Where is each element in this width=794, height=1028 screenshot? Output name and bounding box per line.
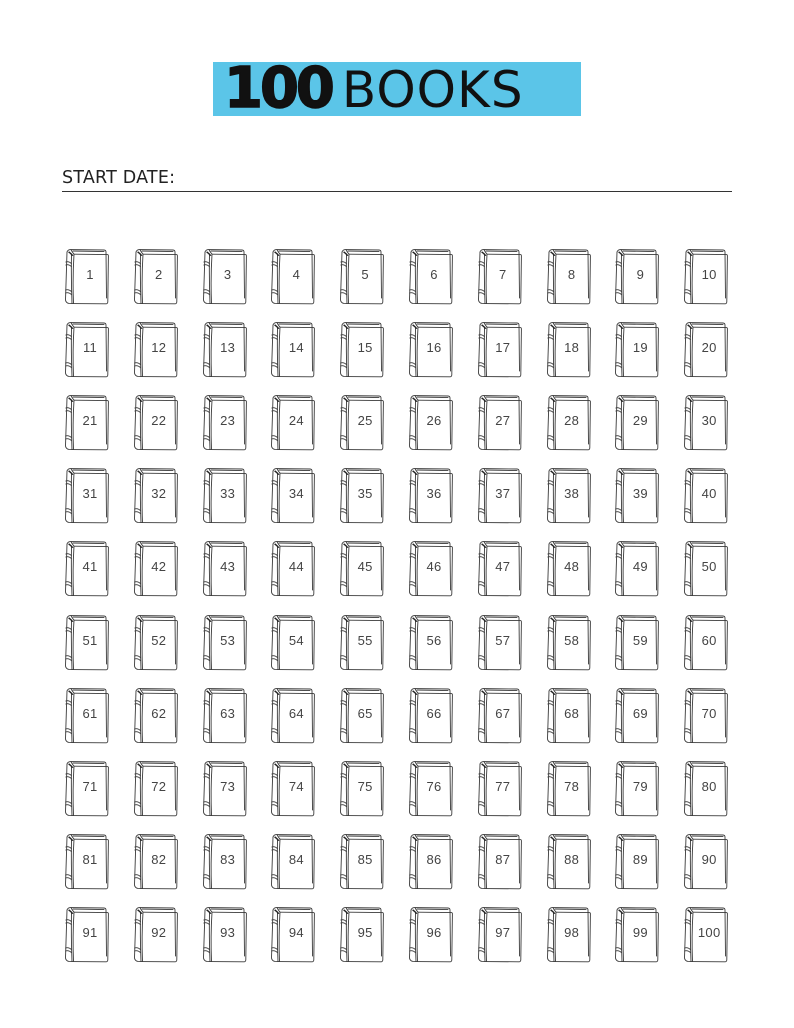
book-number: 29 (632, 413, 648, 429)
book-number: 28 (564, 413, 580, 429)
book-item[interactable] (475, 760, 523, 818)
book-item[interactable] (406, 321, 454, 379)
book-number: 48 (564, 559, 580, 575)
book-number: 71 (82, 778, 98, 794)
book-item[interactable] (475, 614, 523, 672)
book-number: 35 (357, 486, 373, 502)
book-number: 96 (426, 924, 442, 940)
book-number: 57 (495, 632, 511, 648)
book-item[interactable] (268, 540, 316, 598)
book-number: 94 (288, 924, 304, 940)
book-item[interactable] (681, 614, 729, 672)
book-number: 82 (151, 851, 167, 867)
book-number: 84 (288, 851, 304, 867)
book-number: 40 (701, 486, 717, 502)
book-number: 95 (357, 924, 373, 940)
book-number: 61 (82, 705, 98, 721)
book-item[interactable] (268, 833, 316, 891)
book-number: 51 (82, 632, 98, 648)
book-number: 85 (357, 851, 373, 867)
book-item[interactable] (544, 394, 592, 452)
book-number: 16 (426, 340, 442, 356)
book-item[interactable] (475, 833, 523, 891)
book-number: 50 (701, 559, 717, 575)
book-item[interactable] (475, 321, 523, 379)
book-item[interactable] (475, 540, 523, 598)
book-item[interactable] (475, 687, 523, 745)
book-number: 66 (426, 705, 442, 721)
book-item[interactable] (681, 687, 729, 745)
book-number: 21 (82, 413, 98, 429)
book-number: 19 (632, 340, 648, 356)
book-number: 37 (495, 486, 511, 502)
book-number: 15 (357, 340, 373, 356)
book-item[interactable] (681, 760, 729, 818)
book-item[interactable] (62, 394, 110, 452)
book-item[interactable] (544, 467, 592, 525)
book-number: 6 (430, 267, 438, 282)
title-number: 100 (224, 56, 332, 121)
book-number: 20 (701, 340, 717, 356)
book-number: 86 (426, 851, 442, 867)
page-title (224, 56, 524, 122)
book-item[interactable] (475, 394, 523, 452)
book-number: 39 (632, 486, 648, 502)
book-number: 3 (223, 267, 232, 282)
book-item[interactable] (62, 833, 110, 891)
book-number: 73 (220, 778, 236, 794)
book-item[interactable] (612, 467, 660, 525)
book-number: 18 (564, 340, 580, 356)
book-number: 77 (495, 778, 511, 794)
book-item[interactable] (268, 760, 316, 818)
book-item[interactable] (681, 833, 729, 891)
book-item[interactable] (337, 906, 385, 964)
book-number: 83 (220, 851, 236, 867)
book-number: 25 (357, 413, 373, 429)
book-number: 91 (82, 924, 98, 940)
book-number: 58 (564, 632, 580, 648)
book-number: 42 (151, 559, 167, 575)
book-item[interactable] (268, 687, 316, 745)
book-item[interactable] (612, 760, 660, 818)
book-item[interactable] (681, 467, 729, 525)
book-number: 100 (697, 924, 721, 940)
book-item[interactable] (268, 394, 316, 452)
book-number: 89 (632, 851, 648, 867)
book-item[interactable] (612, 833, 660, 891)
book-item[interactable] (681, 906, 729, 964)
book-number: 92 (151, 924, 167, 940)
book-item[interactable] (337, 467, 385, 525)
book-item[interactable] (681, 321, 729, 379)
book-item[interactable] (62, 906, 110, 964)
book-item[interactable] (544, 614, 592, 672)
book-item[interactable] (131, 833, 179, 891)
book-number: 12 (151, 340, 167, 356)
book-number: 99 (632, 924, 648, 940)
book-item[interactable] (200, 906, 248, 964)
book-item[interactable] (268, 614, 316, 672)
book-item[interactable] (612, 321, 660, 379)
book-item[interactable] (268, 248, 316, 306)
book-item[interactable] (200, 394, 248, 452)
book-number: 54 (288, 632, 304, 648)
book-number: 67 (495, 705, 511, 721)
book-item[interactable] (681, 248, 729, 306)
book-number: 45 (357, 559, 373, 575)
book-item[interactable] (612, 687, 660, 745)
book-item[interactable] (337, 833, 385, 891)
book-item[interactable] (337, 687, 385, 745)
book-number: 93 (220, 924, 236, 940)
book-item[interactable] (131, 687, 179, 745)
book-item[interactable] (131, 321, 179, 379)
book-number: 88 (564, 851, 580, 867)
book-number: 23 (220, 413, 236, 429)
book-number: 87 (495, 851, 511, 867)
book-item[interactable] (406, 906, 454, 964)
book-item[interactable] (200, 248, 248, 306)
book-number: 75 (357, 778, 373, 794)
book-number: 43 (220, 559, 236, 575)
book-item[interactable] (544, 321, 592, 379)
book-item[interactable] (337, 321, 385, 379)
book-item[interactable] (544, 540, 592, 598)
book-number: 52 (151, 632, 167, 648)
book-number: 30 (701, 413, 717, 429)
book-number: 38 (564, 486, 580, 502)
book-number: 53 (220, 632, 236, 648)
book-item[interactable] (200, 540, 248, 598)
book-item[interactable] (62, 321, 110, 379)
book-item[interactable] (131, 540, 179, 598)
book-item[interactable] (475, 906, 523, 964)
book-item[interactable] (612, 248, 660, 306)
book-number: 76 (426, 778, 442, 794)
book-number: 64 (288, 705, 304, 721)
book-number: 1 (86, 267, 94, 282)
book-number: 2 (155, 267, 163, 282)
book-number: 56 (426, 632, 442, 648)
book-number: 44 (288, 559, 304, 575)
book-item[interactable] (612, 906, 660, 964)
book-item[interactable] (200, 760, 248, 818)
book-item[interactable] (62, 687, 110, 745)
book-item[interactable] (406, 540, 454, 598)
book-number: 97 (495, 924, 511, 940)
book-number: 34 (288, 486, 304, 502)
book-number: 14 (288, 340, 304, 356)
book-item[interactable] (681, 540, 729, 598)
book-item[interactable] (268, 906, 316, 964)
book-item[interactable] (337, 394, 385, 452)
book-number: 46 (426, 559, 442, 575)
book-item[interactable] (200, 321, 248, 379)
book-item[interactable] (337, 540, 385, 598)
book-number: 10 (701, 267, 717, 282)
book-item[interactable] (337, 760, 385, 818)
book-number: 26 (426, 413, 442, 429)
book-item[interactable] (131, 906, 179, 964)
book-item[interactable] (62, 467, 110, 525)
book-number: 31 (82, 486, 98, 502)
book-number: 80 (701, 778, 717, 794)
book-number: 13 (220, 340, 236, 356)
book-item[interactable] (62, 760, 110, 818)
book-item[interactable] (268, 467, 316, 525)
book-item[interactable] (200, 467, 248, 525)
start-date-label: START DATE: (62, 168, 176, 188)
book-number: 49 (632, 559, 648, 575)
book-number: 68 (564, 705, 580, 721)
book-item[interactable] (681, 394, 729, 452)
book-number: 72 (151, 778, 167, 794)
book-item[interactable] (62, 248, 110, 306)
book-item[interactable] (406, 833, 454, 891)
book-item[interactable] (612, 394, 660, 452)
book-number: 36 (426, 486, 442, 502)
book-item[interactable] (131, 467, 179, 525)
book-item[interactable] (544, 833, 592, 891)
book-number: 79 (632, 778, 648, 794)
book-number: 55 (357, 632, 373, 648)
book-number: 70 (701, 705, 717, 721)
book-item[interactable] (544, 687, 592, 745)
book-item[interactable] (131, 248, 179, 306)
book-number: 98 (564, 924, 580, 940)
book-item[interactable] (406, 467, 454, 525)
book-item[interactable] (268, 321, 316, 379)
book-item[interactable] (131, 614, 179, 672)
book-item[interactable] (612, 540, 660, 598)
book-item[interactable] (62, 614, 110, 672)
book-item[interactable] (200, 687, 248, 745)
book-number: 74 (288, 778, 304, 794)
book-number: 78 (564, 778, 580, 794)
book-item[interactable] (406, 248, 454, 306)
book-number: 4 (292, 267, 301, 282)
book-number: 41 (82, 559, 98, 575)
book-item[interactable] (406, 614, 454, 672)
book-item[interactable] (337, 614, 385, 672)
book-item[interactable] (337, 248, 385, 306)
book-item[interactable] (544, 248, 592, 306)
book-item[interactable] (200, 833, 248, 891)
book-item[interactable] (475, 248, 523, 306)
book-number: 47 (495, 559, 511, 575)
book-number: 27 (495, 413, 511, 429)
book-number: 62 (151, 705, 167, 721)
book-number: 33 (220, 486, 236, 502)
book-number: 17 (495, 340, 511, 356)
book-item[interactable] (200, 614, 248, 672)
book-item[interactable] (406, 687, 454, 745)
book-number: 81 (82, 851, 98, 867)
title-word: BOOKS (341, 61, 524, 119)
book-number: 8 (567, 267, 576, 282)
book-item[interactable] (544, 906, 592, 964)
book-number: 22 (151, 413, 167, 429)
book-number: 59 (632, 632, 648, 648)
book-item[interactable] (475, 467, 523, 525)
book-number: 9 (636, 267, 645, 282)
book-number: 65 (357, 705, 373, 721)
book-item[interactable] (62, 540, 110, 598)
book-number: 60 (701, 632, 717, 648)
book-number: 11 (82, 340, 98, 356)
book-item[interactable] (131, 760, 179, 818)
book-number: 32 (151, 486, 167, 502)
book-number: 63 (220, 705, 236, 721)
book-number: 7 (499, 267, 507, 282)
book-item[interactable] (406, 760, 454, 818)
book-number: 24 (288, 413, 304, 429)
book-number: 5 (361, 267, 369, 282)
book-item[interactable] (406, 394, 454, 452)
start-date-line[interactable] (62, 191, 732, 192)
book-item[interactable] (131, 394, 179, 452)
book-item[interactable] (612, 614, 660, 672)
book-item[interactable] (544, 760, 592, 818)
book-number: 90 (701, 851, 717, 867)
book-number: 69 (632, 705, 648, 721)
